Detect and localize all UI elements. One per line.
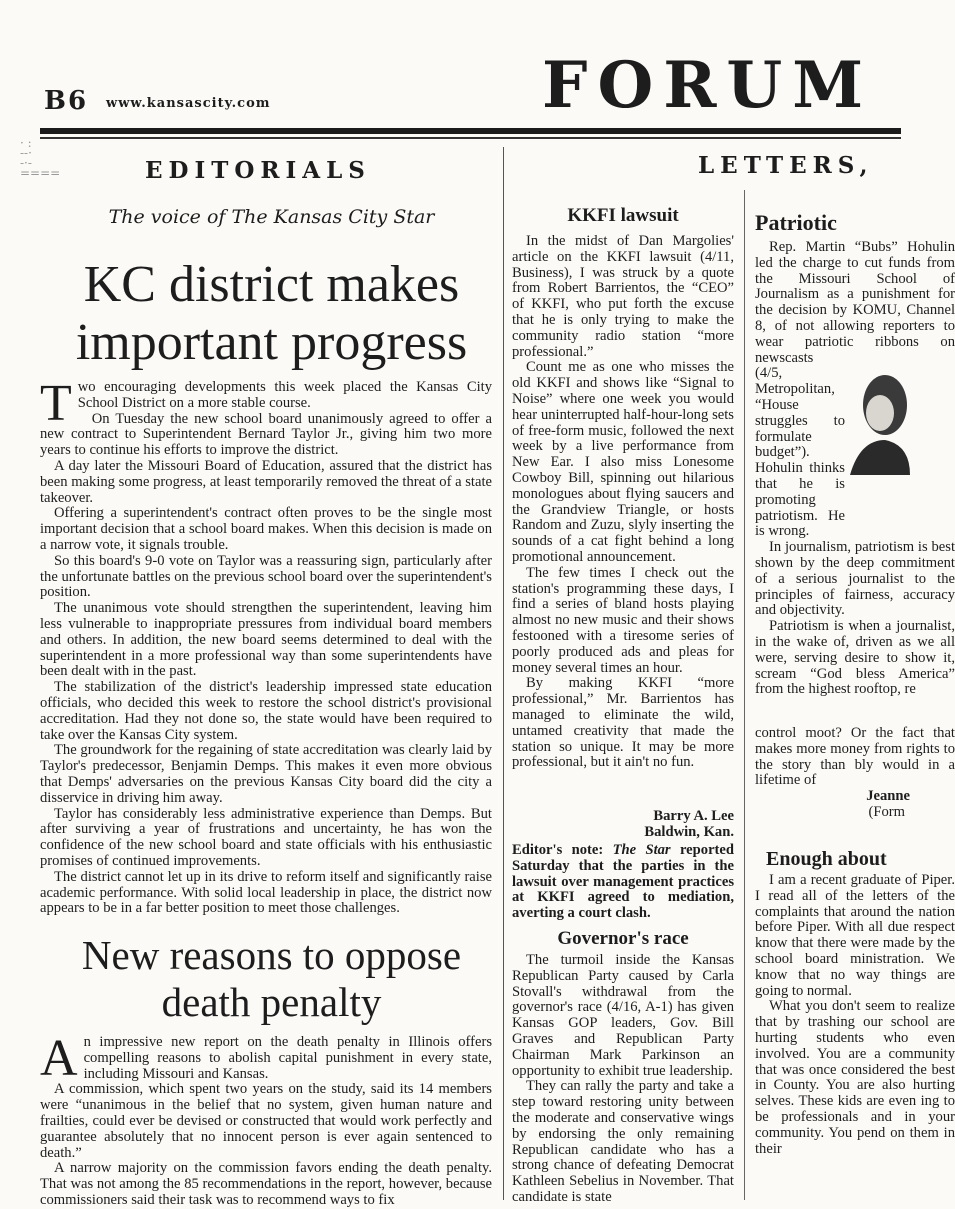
header-rule-thick	[40, 128, 901, 134]
paragraph: The stabilization of the district's leadership impressed state education officials, who decided this week to restore the school district's provisional accreditation. Had they not done so, the state would have been required to take over the Kansas City system.	[40, 679, 492, 743]
letter-body	[512, 234, 734, 771]
paragraph: I am a recent graduate of Piper. I read all of the letters of the complaints that around the nation before Piper. With all due respect know that there were made by the school board ministration. We know that no way things are going to normal.	[755, 872, 955, 999]
paragraph: Patriotism is when a journalist, in the wake of, driven as we all were, serving desire to show it, scream “God bless America” from the highest rooftop, re	[755, 618, 955, 698]
paragraph: The few times I check out the station's programming these days, I find a series of bland hosts playing almost no new music and their shows festooned with a tiresome series of poorly produced ads and pleas for money several times an hour.	[512, 564, 734, 676]
paragraph: Taylor has considerably less administrative experience than Demps. But after surviving a year of frustrations and uncertainty, he has won the confidence of the new school board and state officials with his enthusiastic promises of continued improvements.	[40, 805, 492, 869]
editorials-tagline: The voice of The Kansas City Star	[108, 206, 435, 228]
portrait-photo	[840, 355, 901, 475]
letter-headline: KKFI lawsuit	[567, 205, 679, 226]
paragraph: Offering a superintendent's contract often proves to be the single most important decision that a school board makes. When this decision is made on a narrow vote, it signals trouble.	[40, 505, 492, 553]
editorial-headline: KC district makes important progress	[75, 256, 468, 371]
page-number: B6	[44, 86, 89, 116]
editorial-body	[40, 375, 492, 917]
portrait-icon	[840, 355, 901, 475]
letter-headline: Enough about	[766, 848, 887, 870]
column-divider	[503, 147, 504, 1200]
editors-note: Editor's note: The Star reported Saturday that the parties in the lawsuit over management practices at KKFI agreed to mediation, averting a court clash.	[512, 842, 734, 922]
section-title: FORUM	[542, 48, 874, 123]
letter-headline: Governor's race	[557, 928, 689, 949]
letters-kicker: LETTERS,	[698, 152, 874, 179]
site-url[interactable]: www.kansascity.com	[106, 96, 271, 111]
paragraph: The groundwork for the regaining of state accreditation was clearly laid by Taylor's predecessor, Benjamin Demps. This makes it even more obvious that Demps' adversaries on the previous Kansas City board did the city a disservice in driving him away.	[40, 742, 492, 806]
column-divider	[744, 710, 745, 1200]
paragraph: An impressive new report on the death penalty in Illinois offers compelling reasons to abolish capital punishment in every state, including Missouri and Kansas.	[40, 1030, 492, 1087]
paragraph: Rep. Martin “Bubs” Hohulin led the charge to cut funds from the Missouri School of Journalism as a punishment for the decision by KOMU, Channel 8, of not allowing reporters to wear patriotic ribbons on newscasts	[755, 239, 955, 366]
signer-note: (Form	[868, 803, 905, 820]
signer-name: Barry A. Lee	[653, 808, 734, 824]
paragraph: The unanimous vote should strengthen the superintendent, leaving him less vulnerable to inappropriate pressures from individual board members and others. In addition, the new board seems determined to deal with the superintendent in a more professional way than some superintendents have been dealt with in the past.	[40, 600, 492, 680]
editorial-headline: New reasons to oppose death penalty	[81, 932, 462, 1025]
paragraph: control moot? Or the fact that makes more money from rights to the story than bly would in a lifetime of	[755, 725, 955, 789]
column-divider	[744, 190, 745, 710]
letter-body	[755, 872, 955, 1200]
editorial-body	[40, 1030, 492, 1208]
paragraph: A narrow majority on the commission favors ending the death penalty. That was not among the 85 recommendations in the report, however, because commissioners said their task was to recommend ways to fix	[40, 1160, 492, 1208]
signer-city: Baldwin, Kan.	[644, 824, 734, 840]
margin-scan-mark: · : --· -·- ====	[20, 136, 61, 180]
paragraph: In journalism, patriotism is best shown by the deep commitment of a serious journalist to the principles of fairness, accuracy and objectivity.	[755, 539, 955, 619]
paragraph: What you don't seem to realize that by trashing our school are hurting students who even involved. You are a community that was once considered the best in County. You are also hurting selves. These kids are even ing to be professionals and in your community. You pend on them in their	[755, 998, 955, 1157]
editorials-kicker: EDITORIALS	[145, 157, 371, 184]
letter-body	[512, 952, 734, 1205]
paragraph: The turmoil inside the Kansas Republican Party caused by Carla Stovall's withdrawal from the governor's race (4/16, A-1) has given Kansas GOP leaders, Gov. Bill Graves and Republican Party Chairman Mark Parkinson an opportunity to exhibit true leadership.	[512, 952, 734, 1079]
letter-signature	[512, 808, 734, 840]
paragraph: The district cannot let up in its drive to reform itself and significantly raise academic performance. With solid local leadership in place, the district now appears to be in a far better position to meet those challenges.	[40, 868, 492, 917]
letter-body	[755, 725, 955, 826]
paragraph: Two encouraging developments this week placed the Kansas City School District on a more stable course.	[40, 375, 492, 432]
paragraph: In the midst of Dan Margolies' article on the KKFI lawsuit (4/11, Business), I was struck by a quote from Robert Barrientos, the “CEO” of KKFI, who put forth the excuse that he is only trying to make the community radio station “more professional.”	[512, 233, 734, 360]
drop-cap: A	[40, 1030, 78, 1087]
signer-name: Jeanne	[866, 788, 910, 805]
header-rule-thin	[40, 137, 901, 139]
letter-headline: Patriotic	[755, 210, 837, 235]
paragraph: They can rally the party and take a step toward restoring unity between the moderate and conservative wings by endorsing the only remaining Republican candidate who has a strong chance of defeating Democrat Kathleen Sebelius in November. That candidate is state	[512, 1078, 734, 1205]
paragraph: On Tuesday the new school board unanimously agreed to offer a new contract to Superintendent Bernard Taylor Jr., giving him two more years to continue his efforts to improve the district.	[40, 410, 492, 459]
paragraph: Count me as one who misses the old KKFI and shows like “Signal to Noise” where one week you would hear uninterrupted half-hour-long sets of free-form music, followed the next week by a live performance from New Ear. I also miss Lonesome Cowboy Bill, spinning out hilarious monologues about flying saucers and the Grandview Triangle, or hosts Random and Zuzu, slyly inserting the sounds of a cat fight behind a long promotional announcement.	[512, 359, 734, 565]
paragraph: So this board's 9-0 vote on Taylor was a reassuring sign, particularly after the unfortunate battles on the previous school board over the superintendent's position.	[40, 552, 492, 601]
paragraph: By making KKFI “more professional,” Mr. Barrientos has managed to eliminate the wild, untamed creativity that made the station so unique. It may be more professional, but it ain't no fun.	[512, 675, 734, 771]
drop-cap: T	[40, 375, 72, 432]
paragraph: A day later the Missouri Board of Education, assured that the district has been making some progress, at least temporarily removed the threat of a state takeover.	[40, 457, 492, 506]
paragraph: A commission, which spent two years on the study, said its 14 members were “unanimous in the belief that no system, given human nature and frailties, could ever be devised or constructed that would work perfectly and guarantee absolutely that no innocent person is ever again sentenced to death.”	[40, 1081, 492, 1161]
paragraph: (4/5, Metropolitan, “House struggles to formulate budget”). Hohulin thinks that he is promoting patriotism. He is wrong.	[755, 365, 845, 540]
